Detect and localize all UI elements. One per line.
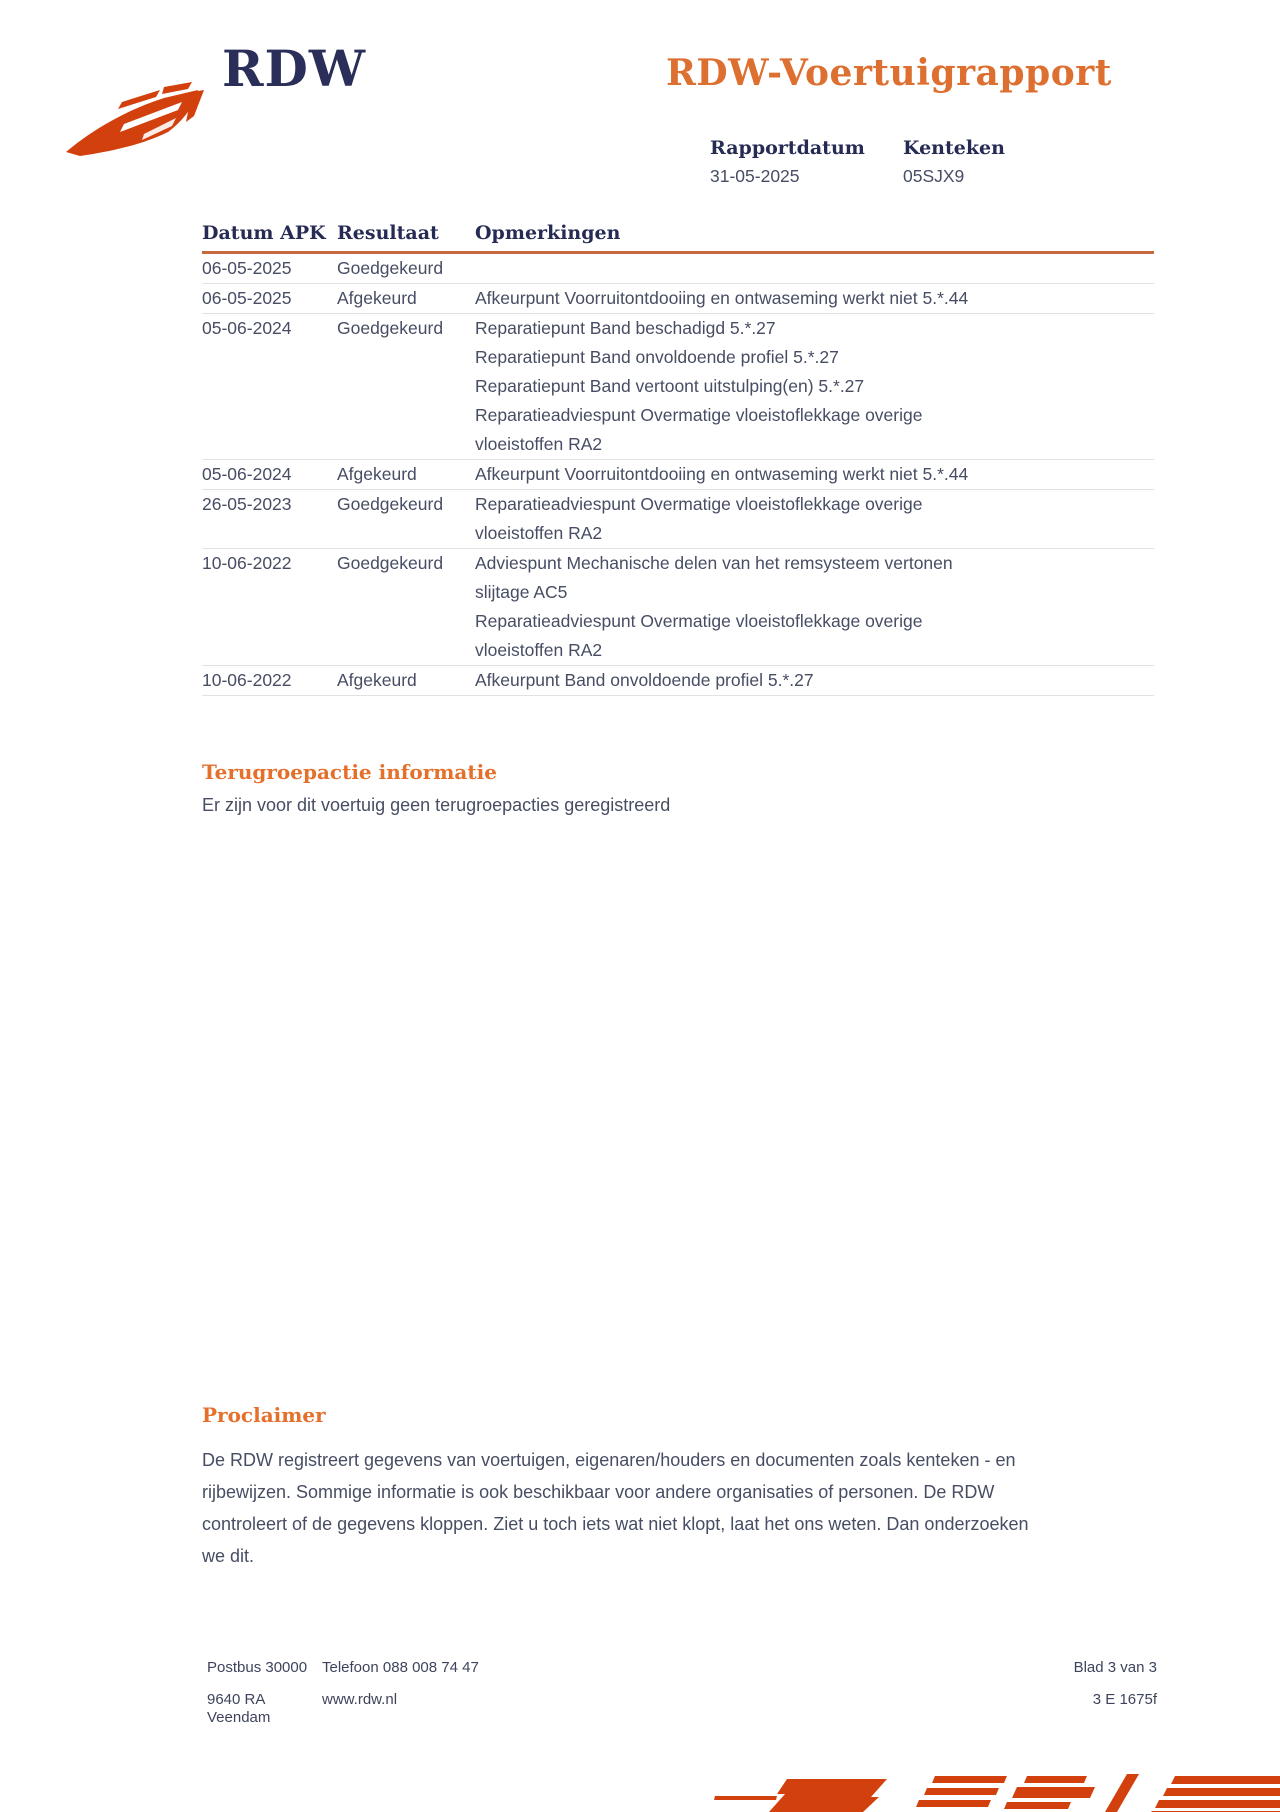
report-date-label: Rapportdatum [710, 137, 865, 159]
cell-opmerkingen [475, 666, 1154, 695]
cell-datum-apk: 10-06-2022 [202, 553, 292, 573]
footer-doc-code: 3 E 1675f [1092, 1691, 1157, 1708]
proclaimer-line: De RDW registreert gegevens van voertuigen, eigenaren/houders en documenten zoals kenteken - en [202, 1450, 1016, 1470]
license-plate-block [903, 136, 1005, 187]
cell-datum-apk: 05-06-2024 [202, 318, 292, 338]
cell-opmerkingen [475, 254, 1154, 283]
column-header-opmerkingen: Opmerkingen [475, 222, 621, 244]
proclaimer-line: rijbewijzen. Sommige informatie is ook beschikbaar voor andere organisaties of personen. De RDW [202, 1482, 995, 1502]
remark-line: Reparatieadviespunt Overmatige vloeistoflekkage overige [475, 494, 923, 514]
page-footer [207, 1659, 1157, 1727]
license-plate-value: 05SJX9 [903, 166, 965, 186]
table-row [202, 254, 1154, 284]
table-row [202, 460, 1154, 490]
remark-line: Adviespunt Mechanische delen van het remsysteem vertonen [475, 553, 953, 573]
table-row [202, 284, 1154, 314]
footer-city: 9640 RA Veendam [207, 1691, 271, 1726]
cell-resultaat: Goedgekeurd [337, 318, 444, 338]
remark-line: Reparatiepunt Band vertoont uitstulping(en) 5.*.27 [475, 376, 865, 396]
column-header-resultaat: Resultaat [337, 222, 439, 244]
remark-line: vloeistoffen RA2 [475, 434, 603, 454]
cell-opmerkingen [475, 284, 1154, 313]
footer-phone: Telefoon 088 008 74 47 [322, 1659, 479, 1676]
table-row [202, 314, 1154, 460]
proclaimer-line: we dit. [202, 1546, 255, 1566]
cell-resultaat: Goedgekeurd [337, 494, 444, 514]
remark-line: vloeistoffen RA2 [475, 640, 603, 660]
rdw-logo-swoosh-icon [64, 82, 206, 160]
apk-history-table [202, 222, 1154, 696]
footer-postbus: Postbus 30000 [207, 1659, 308, 1676]
license-plate-label: Kenteken [903, 137, 1005, 159]
cell-resultaat: Afgekeurd [337, 288, 417, 308]
table-row [202, 549, 1154, 666]
recall-heading: Terugroepactie informatie [202, 760, 497, 784]
footer-page-indicator: Blad 3 van 3 [1073, 1659, 1157, 1676]
apk-table-header [202, 222, 1154, 254]
footer-row-1 [207, 1659, 1157, 1677]
cell-resultaat: Goedgekeurd [337, 553, 444, 573]
footer-row-2 [207, 1691, 1157, 1727]
cell-datum-apk: 05-06-2024 [202, 464, 292, 484]
footer-website-link[interactable]: www.rdw.nl [322, 1691, 398, 1708]
remark-line: Afkeurpunt Band onvoldoende profiel 5.*.27 [475, 670, 814, 690]
column-header-datum-apk: Datum APK [202, 222, 326, 244]
table-row [202, 666, 1154, 696]
page-title: RDW-Voertuigrapport [666, 52, 1112, 94]
proclaimer-section [202, 1403, 1029, 1572]
cell-datum-apk: 06-05-2025 [202, 258, 292, 278]
cell-datum-apk: 26-05-2023 [202, 494, 292, 514]
remark-line: Afkeurpunt Voorruitontdooiing en ontwaseming werkt niet 5.*.44 [475, 464, 969, 484]
remark-line: slijtage AC5 [475, 582, 568, 602]
remark-line: Afkeurpunt Voorruitontdooiing en ontwaseming werkt niet 5.*.44 [475, 288, 969, 308]
cell-resultaat: Afgekeurd [337, 670, 417, 690]
table-row [202, 490, 1154, 549]
apk-table-body [202, 254, 1154, 696]
cell-datum-apk: 06-05-2025 [202, 288, 292, 308]
rdw-bottom-artwork-icon [635, 1754, 1280, 1812]
rdw-logo-text: RDW [222, 39, 367, 98]
proclaimer-line: controleert of de gegevens kloppen. Ziet u toch iets wat niet klopt, laat het ons weten. Dan onderzoeken [202, 1514, 1029, 1534]
remark-line: Reparatiepunt Band beschadigd 5.*.27 [475, 318, 776, 338]
remark-line: Reparatieadviespunt Overmatige vloeistoflekkage overige [475, 611, 923, 631]
cell-opmerkingen [475, 460, 1154, 489]
recall-section [202, 760, 670, 818]
cell-datum-apk: 10-06-2022 [202, 670, 292, 690]
remark-line: Reparatieadviespunt Overmatige vloeistoflekkage overige [475, 405, 923, 425]
cell-opmerkingen [475, 490, 1154, 548]
recall-body: Er zijn voor dit voertuig geen terugroepacties geregistreerd [202, 795, 671, 815]
cell-resultaat: Goedgekeurd [337, 258, 444, 278]
cell-resultaat: Afgekeurd [337, 464, 417, 484]
proclaimer-heading: Proclaimer [202, 1403, 326, 1427]
remark-line: Reparatiepunt Band onvoldoende profiel 5.*.27 [475, 347, 839, 367]
report-date-block [710, 136, 865, 187]
remark-line: vloeistoffen RA2 [475, 523, 603, 543]
report-date-value: 31-05-2025 [710, 166, 800, 186]
cell-opmerkingen [475, 314, 1154, 459]
proclaimer-body [202, 1444, 1029, 1572]
cell-opmerkingen [475, 549, 1154, 665]
